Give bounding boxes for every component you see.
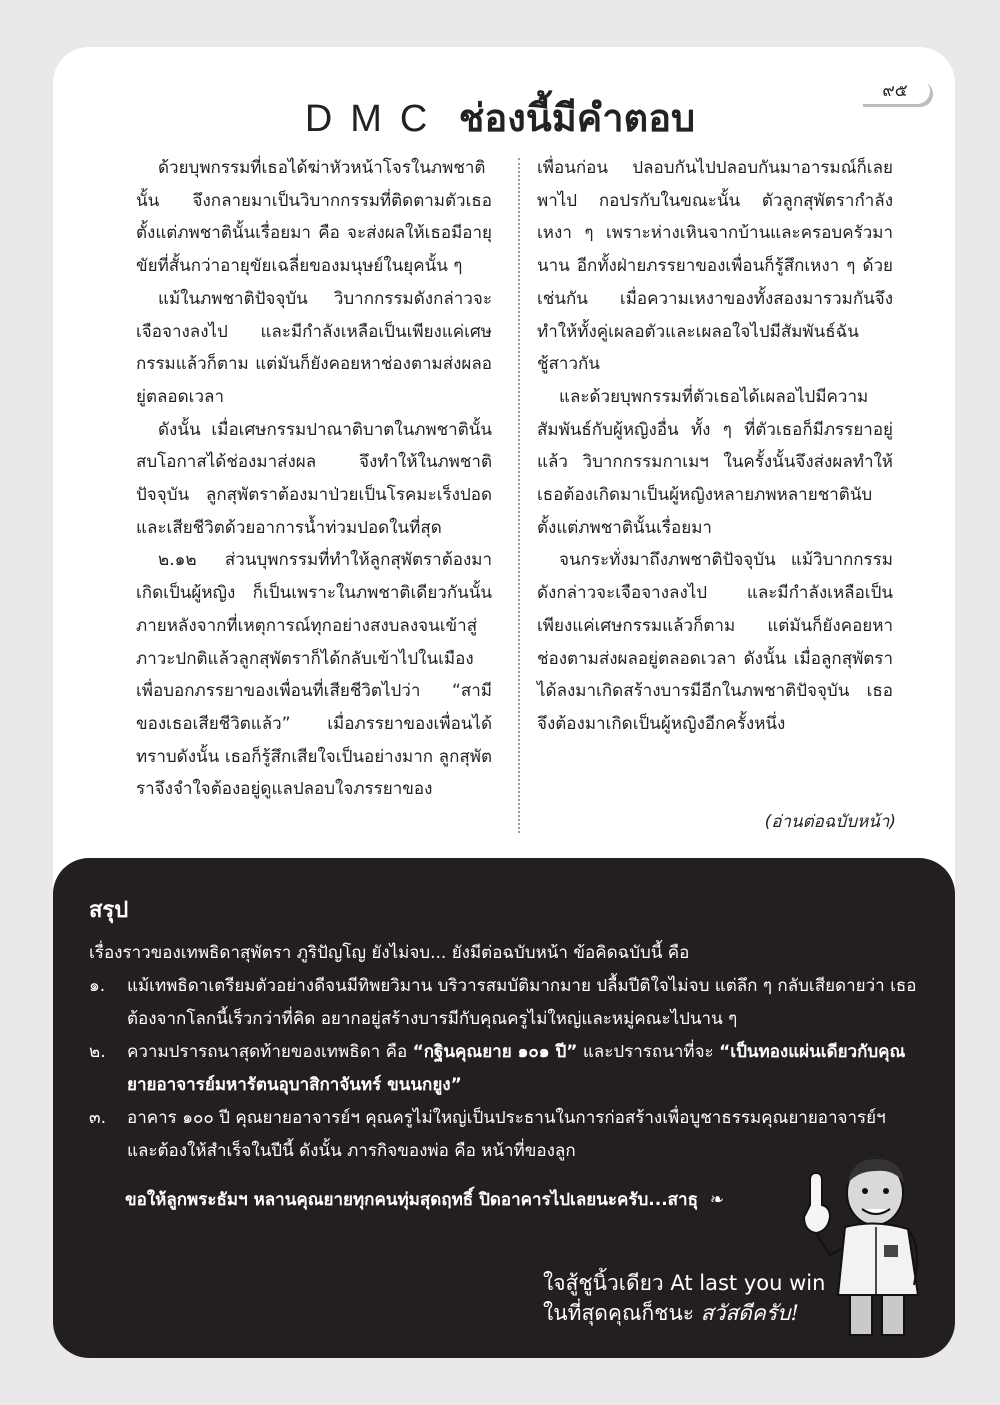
title-dmc: DMC (304, 98, 446, 140)
paragraph: และด้วยบุพกรรมที่ตัวเธอได้เผลอไปมีความสัมพันธ์กับผู้หญิงอื่น ทั้ง ๆ ที่ตัวเธอก็มีภรรยาอยู่แล้ว วิบากกรรมกาเมฯ ในครั้งนั้นจึงส่งผลทำให้เธอต้องเกิดมาเป็นผู้หญิงหลายภพหลายชาตินับตั้งแต่ภพชาตินั้นเรื่อยมา (537, 386, 893, 538)
closing-text: ขอให้ลูกพระธัมฯ หลานคุณยายทุกคนทุ่มสุดฤทธิ์ ปิดอาคารไปเลยนะครับ...สาธุ (125, 1190, 698, 1210)
paragraph: จนกระทั่งมาถึงภพชาติปัจจุบัน แม้วิบากกรรมดังกล่าวจะเจือจางลงไป และมีกำลังเหลือเป็นเพียงแค่เศษกรรมแล้วก็ตาม แต่มันก็ยังคอยหาช่องตามส่งผลอยู่ตลอดเวลา ดังนั้น เมื่อลูกสุพัตราได้ลงมาเกิดสร้างบารมีอีกในภพชาติปัจจุบัน เธอจึงต้องมาเกิดเป็นผู้หญิงอีกครั้งหนึ่ง (537, 550, 893, 734)
item-bold-a: “กฐินคุณยาย ๑๐๑ ปี” (412, 1042, 578, 1062)
item-text-a: ความปรารถนาสุดท้ายของเทพธิดา คือ (127, 1042, 413, 1062)
item-number: ๑. (89, 976, 106, 996)
paragraph: ดังนั้น เมื่อเศษกรรมปาณาติบาตในภพชาตินั้นสบโอกาสได้ช่องมาส่งผล จึงทำให้ในภพชาติปัจจุบัน ลูกสุพัตราต้องมาป่วยเป็นโรคมะเร็งปอดและเสียชีวิตด้วยอาการน้ำท่วมปอดในที่สุด (136, 419, 492, 538)
signature-block (543, 1268, 825, 1328)
item-text (127, 1036, 919, 1102)
summary-intro: เรื่องราวของเทพธิดาสุพัตรา ภูริปัญโญ ยังไม่จบ... ยังมีต่อฉบับหน้า ข้อคิดฉบับนี้ คือ (89, 943, 690, 963)
sign-line-2-text: ในที่สุดคุณก็ชนะ (543, 1301, 695, 1325)
mascot-illustration (790, 1145, 940, 1340)
sign-line-2 (543, 1298, 825, 1328)
leaf-icon: ❧ (709, 1190, 725, 1210)
item-text-b: และปรารถนาที่จะ (577, 1042, 720, 1062)
paragraph: ๒.๑๒ ส่วนบุพกรรมที่ทำให้ลูกสุพัตราต้องมาเกิดเป็นผู้หญิง ก็เป็นเพราะในภพชาติเดียวกันนั้น ภายหลังจากที่เหตุการณ์ทุกอย่างสงบลงจนเข้าสู่ภาวะปกติแล้วลูกสุพัตราก็ได้กลับเข้าไปในเมืองเพื่อบอกภรรยาของเพื่อนที่เสียชีวิตไปว่า “สามีของเธอเสียชีวิตแล้ว” เมื่อภรรยาของเพื่อนได้ทราบดังนั้น เธอก็รู้สึกเสียใจเป็นอย่างมาก ลูกสุพัตราจึงจำใจต้องอยู่ดูแลปลอบใจภรรยาของ (136, 550, 492, 800)
right-column (537, 152, 893, 741)
title-text: ช่องนี้มีคำตอบ (458, 96, 696, 140)
item-bold-b: “เป็นทองแผ่นเดียวกับคุณยายอาจารย์มหารัตนอุบาสิกาจันทร์ ขนนกยูง” (127, 1042, 906, 1095)
summary-title: สรุป (89, 898, 129, 923)
column-divider (518, 158, 520, 833)
paragraph: แม้ในภพชาติปัจจุบัน วิบากกรรมดังกล่าวจะเจือจางลงไป และมีกำลังเหลือเป็นเพียงแค่เศษกรรมแล้วก็ตาม แต่มันก็ยังคอยหาช่องตามส่งผลอยู่ตลอดเวลา (136, 288, 492, 407)
item-number: ๓. (89, 1108, 107, 1128)
list-item (89, 970, 919, 1036)
item-text: แม้เทพธิดาเตรียมตัวอย่างดีจนมีทิพยวิมาน บริวารสมบัติมากมาย ปลื้มปีติใจไม่จบ แต่ลึก ๆ กลับเสียดายว่า เธอต้องจากโลกนี้เร็วกว่าที่คิด อยากอยู่สร้างบารมีกับคุณครูไม่ใหญ่และหมู่คณะไปนาน ๆ (127, 976, 917, 1029)
continued-note: (อ่านต่อฉบับหน้า) (764, 812, 896, 832)
paragraph: เพื่อนก่อน ปลอบกันไปปลอบกันมาอารมณ์ก็เลยพาไป กอปรกับในขณะนั้น ตัวลูกสุพัตรากำลังเหงา ๆ เพราะห่างเหินจากบ้านและครอบครัวมานาน อีกทั้งฝ่ายภรรยาของเพื่อนก็รู้สึกเหงา ๆ ด้วยเช่นกัน เมื่อความเหงาของทั้งสองมารวมกันจึงทำให้ทั้งคู่เผลอตัวและเผลอใจไปมีสัมพันธ์ฉันชู้สาวกัน (537, 158, 893, 375)
paragraph: ด้วยบุพกรรมที่เธอได้ฆ่าหัวหน้าโจรในภพชาตินั้น จึงกลายมาเป็นวิบากกรรมที่ติดตามตัวเธอตั้งแต่ภพชาตินั้นเรื่อยมา คือ จะส่งผลให้เธอมีอายุขัยที่สั้นกว่าอายุขัยเฉลี่ยของมนุษย์ในยุคนั้น ๆ (136, 158, 492, 277)
list-item (89, 1036, 919, 1102)
item-text: อาคาร ๑๐๐ ปี คุณยายอาจารย์ฯ คุณครูไม่ใหญ่เป็นประธานในการก่อสร้างเพื่อบูชาธรรมคุณยายอาจารย์ฯ และต้องให้สำเร็จในปีนี้ ดังนั้น ภารกิจของพ่อ คือ หน้าที่ของลูก (127, 1108, 886, 1161)
item-number: ๒. (89, 1042, 106, 1062)
summary-closing (125, 1186, 845, 1213)
summary-list (89, 970, 919, 1168)
sign-line-1: ใจสู้ชูนิ้วเดียว At last you win (543, 1271, 826, 1295)
page-title (0, 96, 1000, 141)
left-column (136, 152, 492, 806)
page-number: ๙๕ (860, 78, 930, 104)
handwritten-signature: สวัสดีครับ! (700, 1301, 799, 1325)
